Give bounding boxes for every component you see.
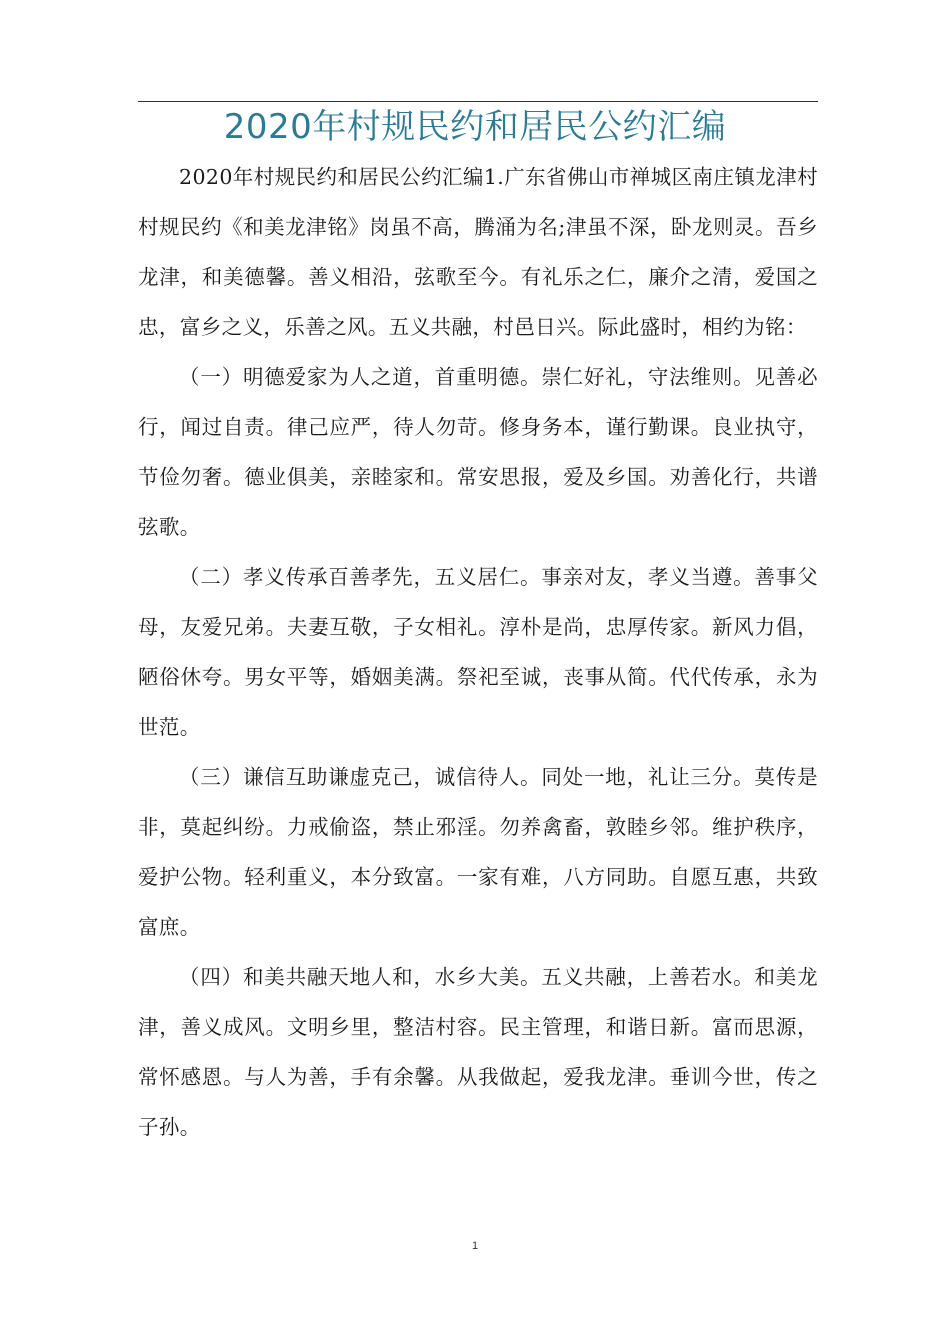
- header-rule: [138, 101, 818, 102]
- paragraph-section-1: （一）明德爱家为人之道，首重明德。崇仁好礼，守法维则。见善必行，闻过自责。律己应严，待人勿苛。修身务本，谨行勤课。良业执守，节俭勿奢。德业俱美，亲睦家和。常安思报，爱及乡国。劝善化行，共谱弦歌。: [138, 365, 818, 539]
- paragraph-section-4: （四）和美共融天地人和，水乡大美。五义共融，上善若水。和美龙津，善义成风。文明乡里，整洁村容。民主管理，和谐日新。富而思源，常怀感恩。与人为善，手有余馨。从我做起，爱我龙津。垂训今世，传之子孙。: [138, 965, 818, 1139]
- paragraph-intro: 2020年村规民约和居民公约汇编1.广东省佛山市禅城区南庄镇龙津村村规民约《和美龙津铭》岗虽不高，腾涌为名;津虽不深，卧龙则灵。吾乡龙津，和美德馨。善义相沿，弦歌至今。有礼乐之仁，廉介之清，爱国之忠，富乡之义，乐善之风。五义共融，村邑日兴。际此盛时，相约为铭：: [138, 165, 818, 339]
- page-number: 1: [471, 1240, 479, 1252]
- paragraph-section-2: （二）孝义传承百善孝先，五义居仁。事亲对友，孝义当遵。善事父母，友爱兄弟。夫妻互敬，子女相礼。淳朴是尚，忠厚传家。新风力倡，陋俗休夸。男女平等，婚姻美满。祭祀至诚，丧事从简。代代传承，永为世范。: [138, 565, 818, 739]
- document-body: [138, 152, 818, 1152]
- document-title: 2020年村规民约和居民公约汇编: [223, 107, 727, 147]
- paragraph-section-3: （三）谦信互助谦虚克己，诚信待人。同处一地，礼让三分。莫传是非，莫起纠纷。力戒偷盗，禁止邪淫。勿养禽畜，敦睦乡邻。维护秩序，爱护公物。轻利重义，本分致富。一家有难，八方同助。自愿互惠，共致富庶。: [138, 765, 818, 939]
